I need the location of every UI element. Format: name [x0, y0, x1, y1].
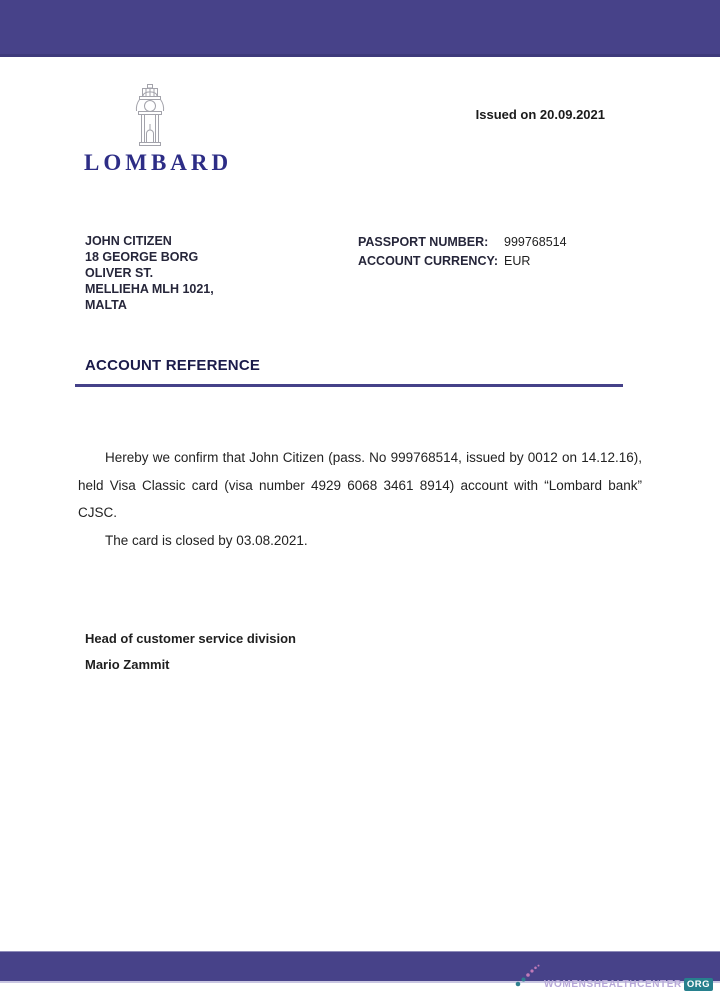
- lombard-logo: [84, 84, 234, 176]
- signer-name: Mario Zammit: [85, 657, 170, 672]
- address-line: MELLIEHA MLH 1021,: [85, 282, 214, 296]
- body-line: The card is closed by 03.08.2021.: [105, 532, 308, 548]
- account-currency-value: EUR: [504, 254, 531, 268]
- letter-body: [78, 444, 642, 554]
- issued-on-date: Issued on 20.09.2021: [475, 107, 605, 122]
- watermark-site-name: WOMENSHEALTHCENTER: [544, 979, 682, 990]
- address-line: MALTA: [85, 298, 127, 312]
- section-heading: ACCOUNT REFERENCE: [85, 357, 261, 374]
- heading-underline: [75, 384, 623, 387]
- watermark: [515, 964, 713, 991]
- recipient-address: [85, 233, 214, 313]
- body-line: Hereby we confirm that John Citizen (pass. No 999768514, issued by 0012 on 14.12.16),: [105, 450, 642, 465]
- passport-number-label: PASSPORT NUMBER:: [358, 235, 489, 249]
- body-line: CJSC.: [78, 505, 118, 520]
- top-header-bar: [0, 0, 720, 57]
- passport-number-value: 999768514: [504, 235, 567, 249]
- watermark-dots-icon: [515, 964, 541, 988]
- recipient-name: JOHN CITIZEN: [85, 234, 172, 248]
- address-line: OLIVER ST.: [85, 266, 154, 280]
- address-line: 18 GEORGE BORG: [85, 250, 199, 264]
- signature-block: [85, 631, 296, 673]
- account-fields: [358, 235, 567, 273]
- signer-title: Head of customer service division: [85, 631, 296, 646]
- account-currency-row: [358, 254, 567, 269]
- passport-number-row: [358, 235, 567, 250]
- account-currency-label: ACCOUNT CURRENCY:: [358, 254, 499, 268]
- lombard-tower-icon: [126, 84, 174, 148]
- brand-name: LOMBARD: [84, 150, 233, 175]
- body-line: held Visa Classic card (visa number 4929 6068 3461 8914) account with “Lombard bank”: [78, 477, 642, 493]
- watermark-tld-badge: ORG: [684, 978, 713, 991]
